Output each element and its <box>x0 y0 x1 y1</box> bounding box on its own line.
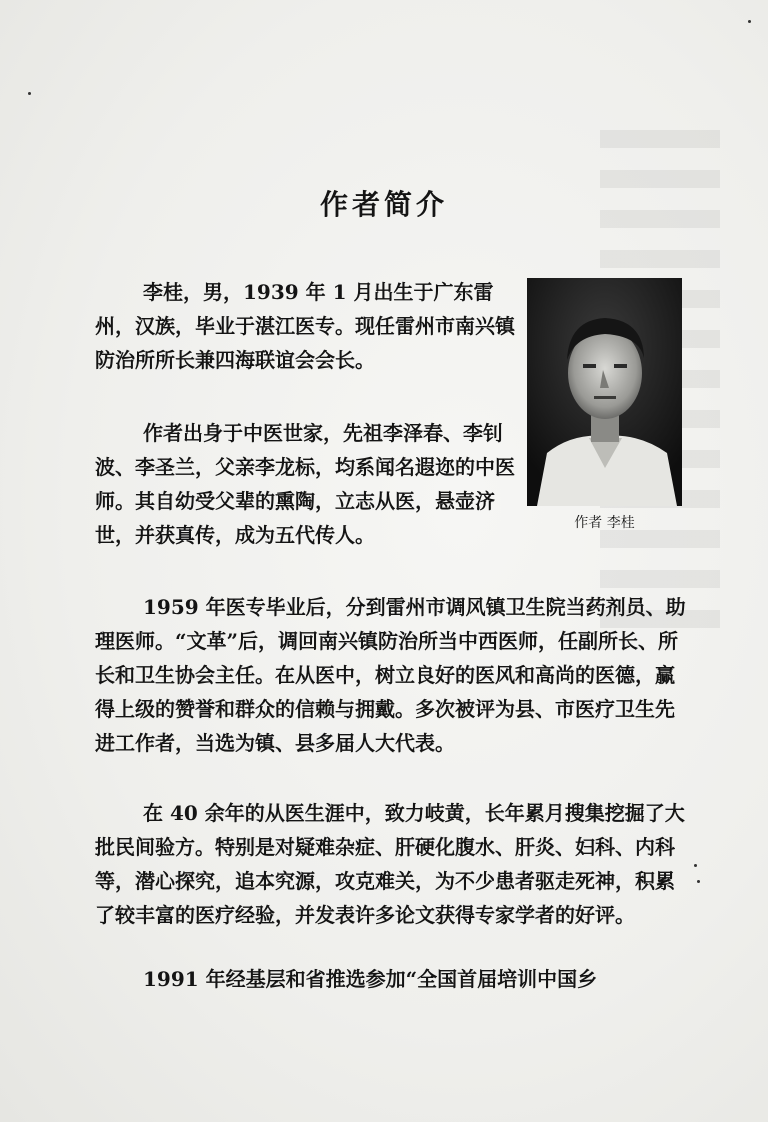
paragraph-career: 1959 年医专毕业后，分到雷州市调风镇卫生院当药剂员、助理医师。“文革”后，调回南兴镇防治所当中西医师，任副所长、所长和卫生协会主任。在从医中，树立良好的医风和高尚的医德，赢得上级的赞誉和群众的信赖与拥戴。多次被评为县、市医疗卫生先进工作者，当选为镇、县多届人大代表。 <box>95 595 686 755</box>
paragraph-family-background: 作者出身于中医世家，先祖李泽春、李钊波、李圣兰，父亲李龙标，均系闻名遐迩的中医师。其自幼受父辈的熏陶，立志从医，悬壶济世，并获真传，成为五代传人。 <box>95 421 515 547</box>
photo-caption: 作者 李桂 <box>574 515 635 531</box>
paragraph-medical-practice: 在 40 余年的从医生涯中，致力岐黄，长年累月搜集挖掘了大批民间验方。特别是对疑难杂症、肝硬化腹水、肝炎、妇科、内科等，潜心探究，追本究源，攻克难关，为不少患者驱走死神，积累了较丰富的医疗经验，并发表许多论文获得专家学者的好评。 <box>95 801 685 927</box>
scan-speck <box>748 20 751 23</box>
portrait-image <box>527 278 682 506</box>
paragraph-training: 1991 年经基层和省推选参加“全国首届培训中国乡 <box>143 967 598 991</box>
scan-speck <box>28 92 31 95</box>
author-portrait-photo <box>527 278 682 506</box>
scan-speck <box>697 880 700 883</box>
page-title: 作者简介 <box>319 188 448 221</box>
scan-speck <box>694 864 697 867</box>
paragraph-biography: 李桂，男，1939 年 1 月出生于广东雷州，汉族，毕业于湛江医专。现任雷州市南兴镇防治所所长兼四海联谊会会长。 <box>95 280 515 372</box>
